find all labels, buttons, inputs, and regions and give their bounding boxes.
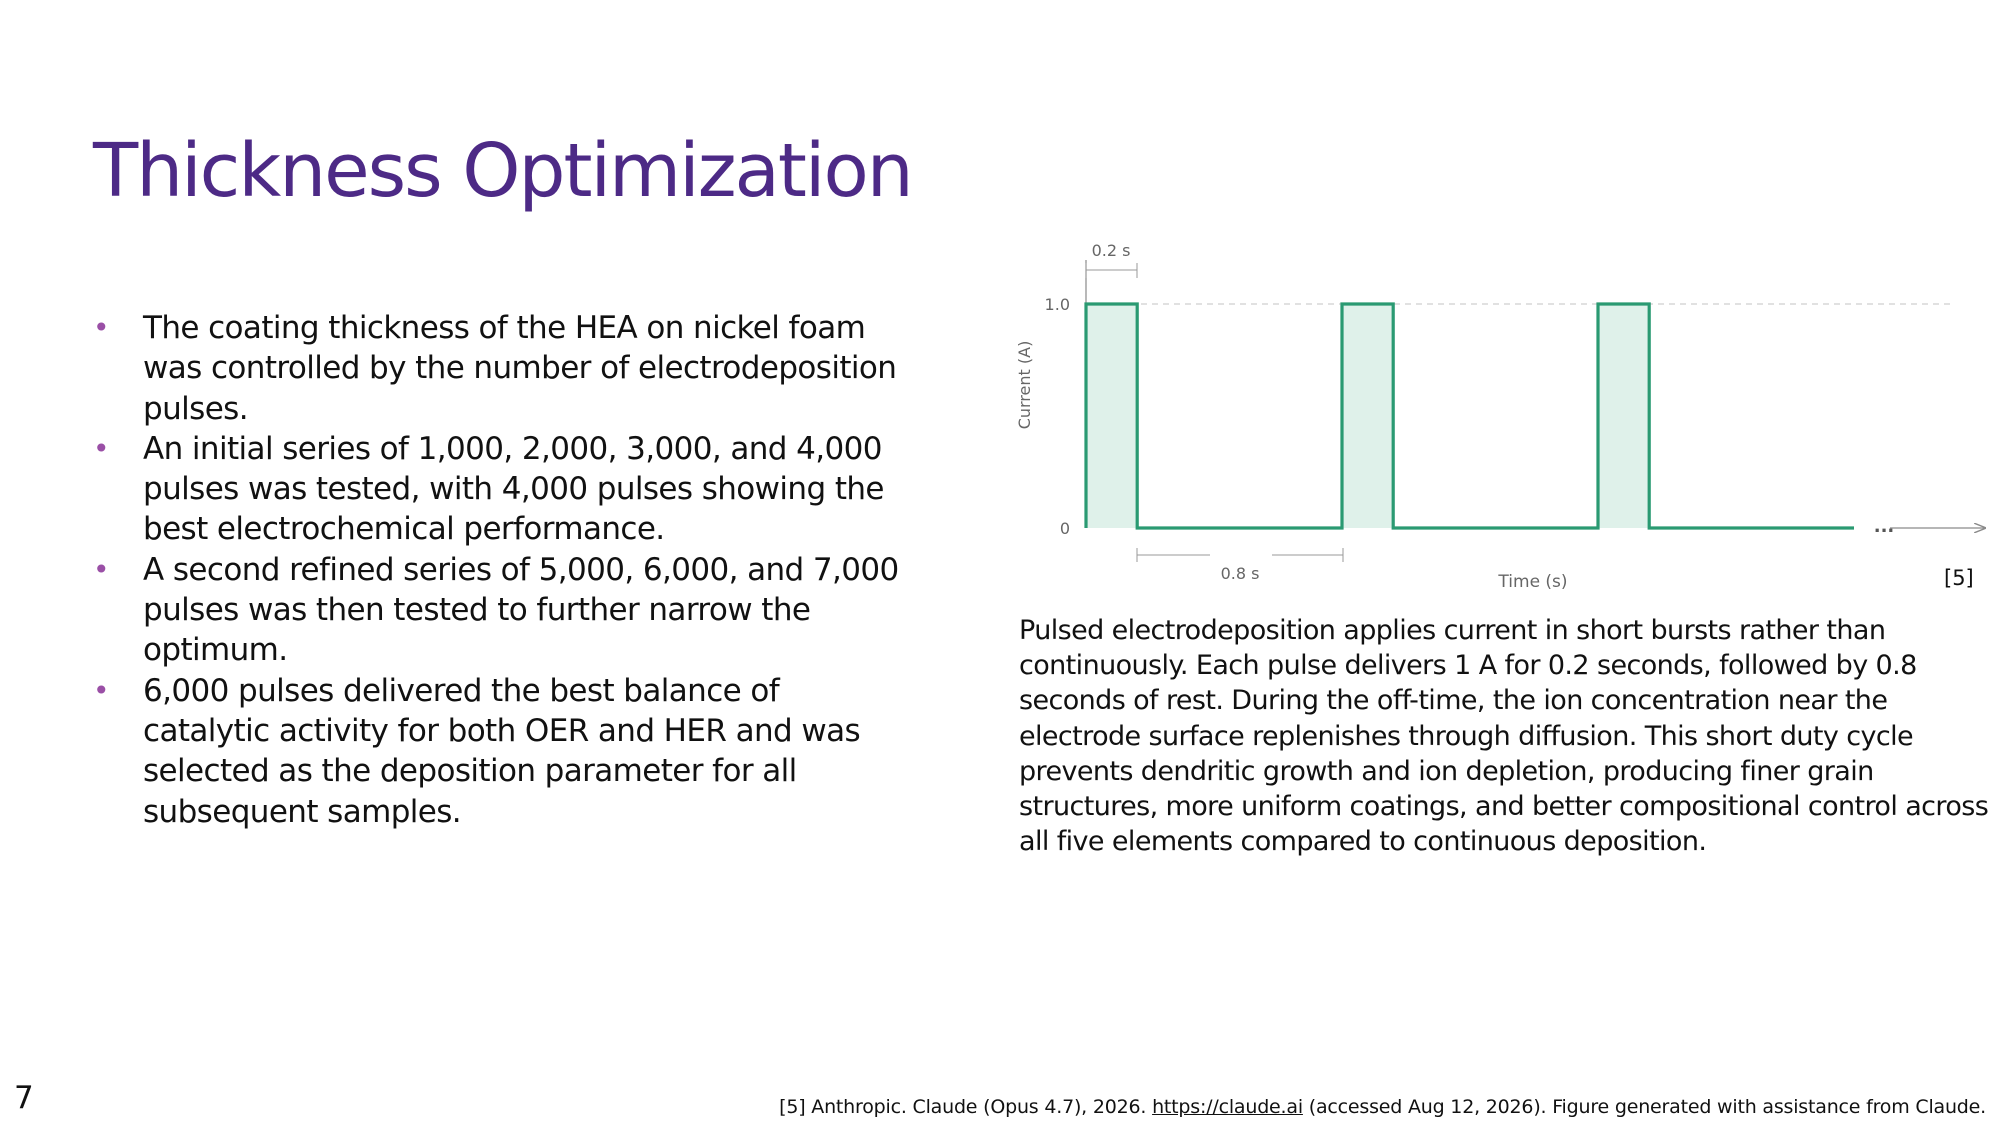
figure-reference: [5] <box>1944 566 1974 590</box>
bullet-list <box>93 308 913 832</box>
bullet-item <box>93 429 913 550</box>
bullet-item <box>93 308 913 429</box>
pulse-fill <box>1342 304 1393 528</box>
pulse-fill <box>1598 304 1649 528</box>
pulse-waveform-line <box>1086 304 1854 528</box>
bullet-marker: • <box>93 673 109 707</box>
bullet-item <box>93 671 913 832</box>
x-axis-label: Time (s) <box>1498 572 1568 592</box>
slide-title: Thickness Optimization <box>93 128 912 214</box>
bullet-text: 6,000 pulses delivered the best balance of catalytic activity for both OER and HER and was selected as the deposition parameter for all subsequent samples. <box>143 672 861 830</box>
y-axis-label: Current (A) <box>1015 340 1034 430</box>
continuation-ellipsis: ... <box>1873 516 1895 537</box>
footnote <box>779 1096 1986 1118</box>
on-time-label: 0.2 s <box>1091 241 1131 260</box>
bullet-marker: • <box>93 431 109 465</box>
bullet-text: The coating thickness of the HEA on nickel foam was controlled by the number of electrodeposition pulses. <box>143 310 897 427</box>
pulse-waveform-svg <box>1000 230 2000 600</box>
page-number: 7 <box>14 1080 34 1116</box>
y-tick-label: 1.0 <box>1044 295 1070 314</box>
bullet-item <box>93 550 913 671</box>
bullet-marker: • <box>93 311 109 344</box>
bullet-text: An initial series of 1,000, 2,000, 3,000, and 4,000 pulses was tested, with 4,000 pulses showing the best electrochemical performance. <box>143 430 884 548</box>
figure-caption: Pulsed electrodeposition applies current in short bursts rather than continuously. Each pulse delivers 1 A for 0.2 seconds, followed by 0.8 seconds of rest. During the off-time, the ion concentration near the electrode surface replenishes through diffusion. This short duty cycle prevents dendritic growth and ion depletion, producing finer grain structures, more uniform coatings, and better compositional control across all five elements compared to continuous deposition. <box>1019 615 1989 858</box>
bullet-marker: • <box>93 552 109 586</box>
pulse-waveform-chart <box>1000 230 2000 600</box>
pulse-fill <box>1086 304 1137 528</box>
bullet-text: A second refined series of 5,000, 6,000, and 7,000 pulses was then tested to further narrow the optimum. <box>143 551 899 669</box>
y-tick-label: 0 <box>1059 519 1070 538</box>
footnote-link[interactable]: https://claude.ai <box>1152 1096 1303 1118</box>
off-time-label: 0.8 s <box>1220 564 1260 583</box>
footnote-text: [5] Anthropic. Claude (Opus 4.7), 2026. <box>779 1096 1153 1118</box>
footnote-text-end: (accessed Aug 12, 2026). Figure generated with assistance from Claude. <box>1302 1096 1986 1118</box>
